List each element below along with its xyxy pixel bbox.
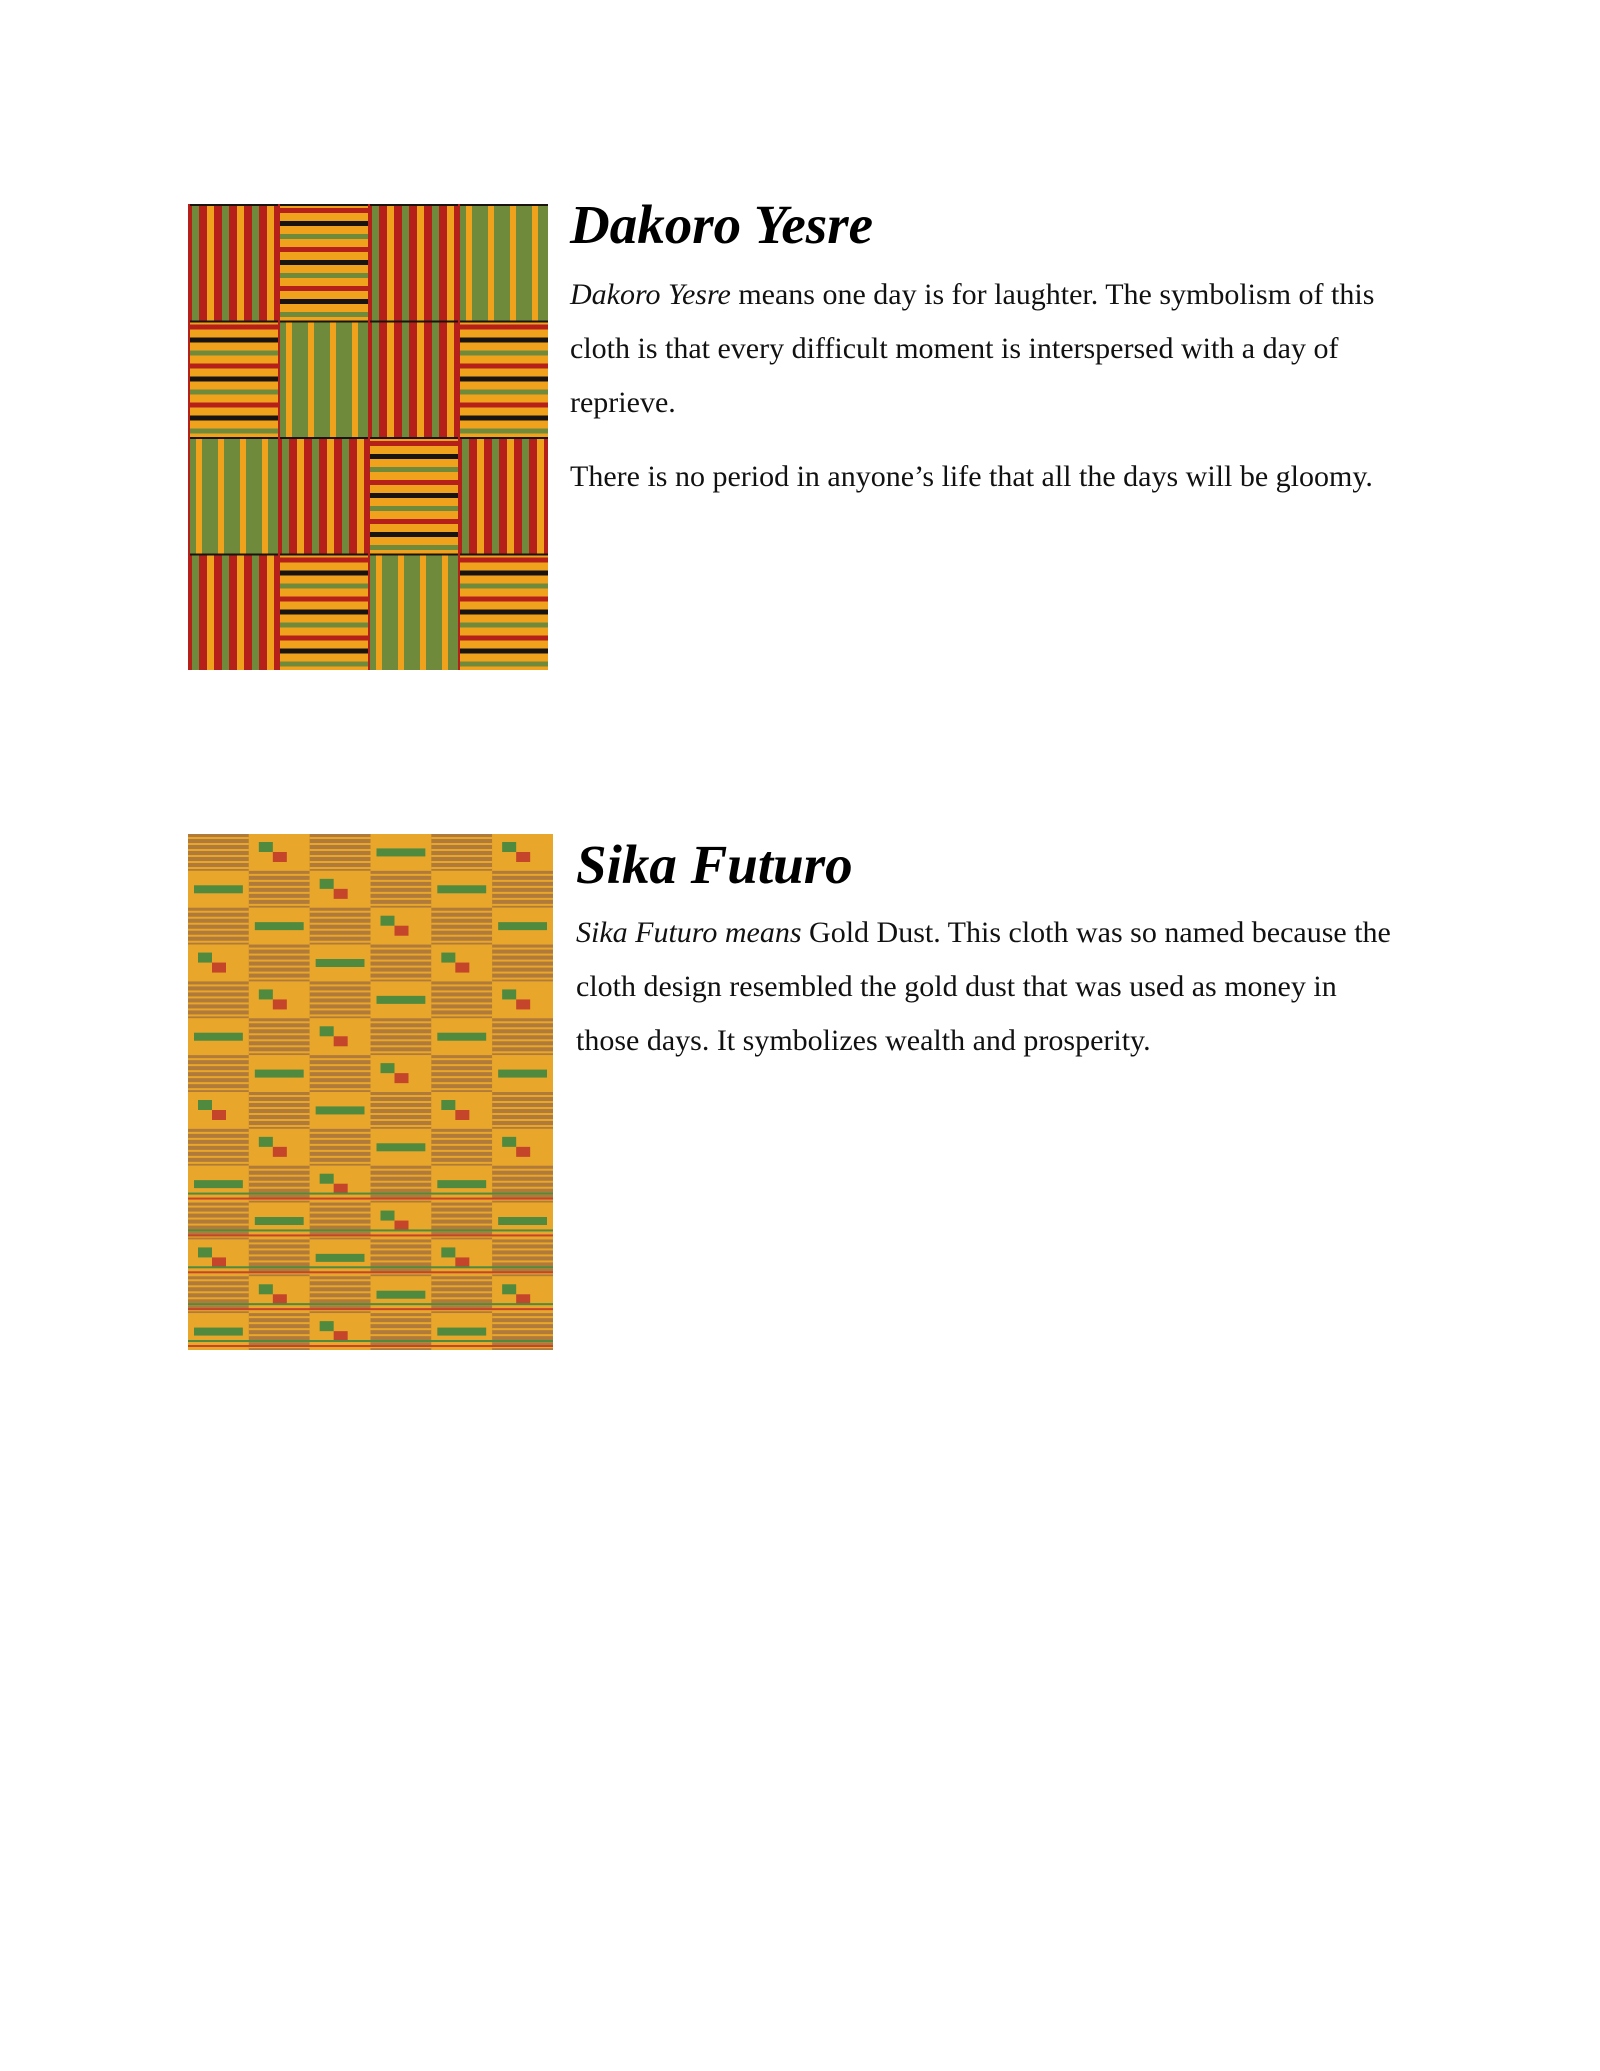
cloth-image bbox=[188, 204, 548, 670]
entry-text bbox=[570, 192, 1410, 504]
entry-paragraph bbox=[576, 906, 1406, 1068]
entry-text bbox=[576, 832, 1406, 1068]
paragraph-text: means one day is for laughter. The symbolism of this cloth is that every difficult moment is interspersed with a day of reprieve. bbox=[570, 278, 1375, 419]
entry-title: Dakoro Yesre bbox=[570, 194, 874, 255]
entry-title: Sika Futuro bbox=[576, 834, 853, 895]
paragraph-lead: Sika Futuro means bbox=[576, 916, 802, 949]
kente-cloth-pattern bbox=[188, 834, 553, 1350]
kente-cloth-pattern bbox=[188, 204, 548, 670]
paragraph-lead: Dakoro Yesre bbox=[570, 278, 731, 311]
entry-paragraph bbox=[570, 450, 1410, 504]
cloth-image bbox=[188, 834, 553, 1350]
paragraph-text: Gold Dust. This cloth was so named because the cloth design resembled the gold dust that was used as money in those days. It symbolizes wealth and prosperity. bbox=[576, 916, 1391, 1057]
entry-paragraph bbox=[570, 268, 1410, 430]
paragraph-text: There is no period in anyone’s life that all the days will be gloomy. bbox=[570, 460, 1373, 493]
